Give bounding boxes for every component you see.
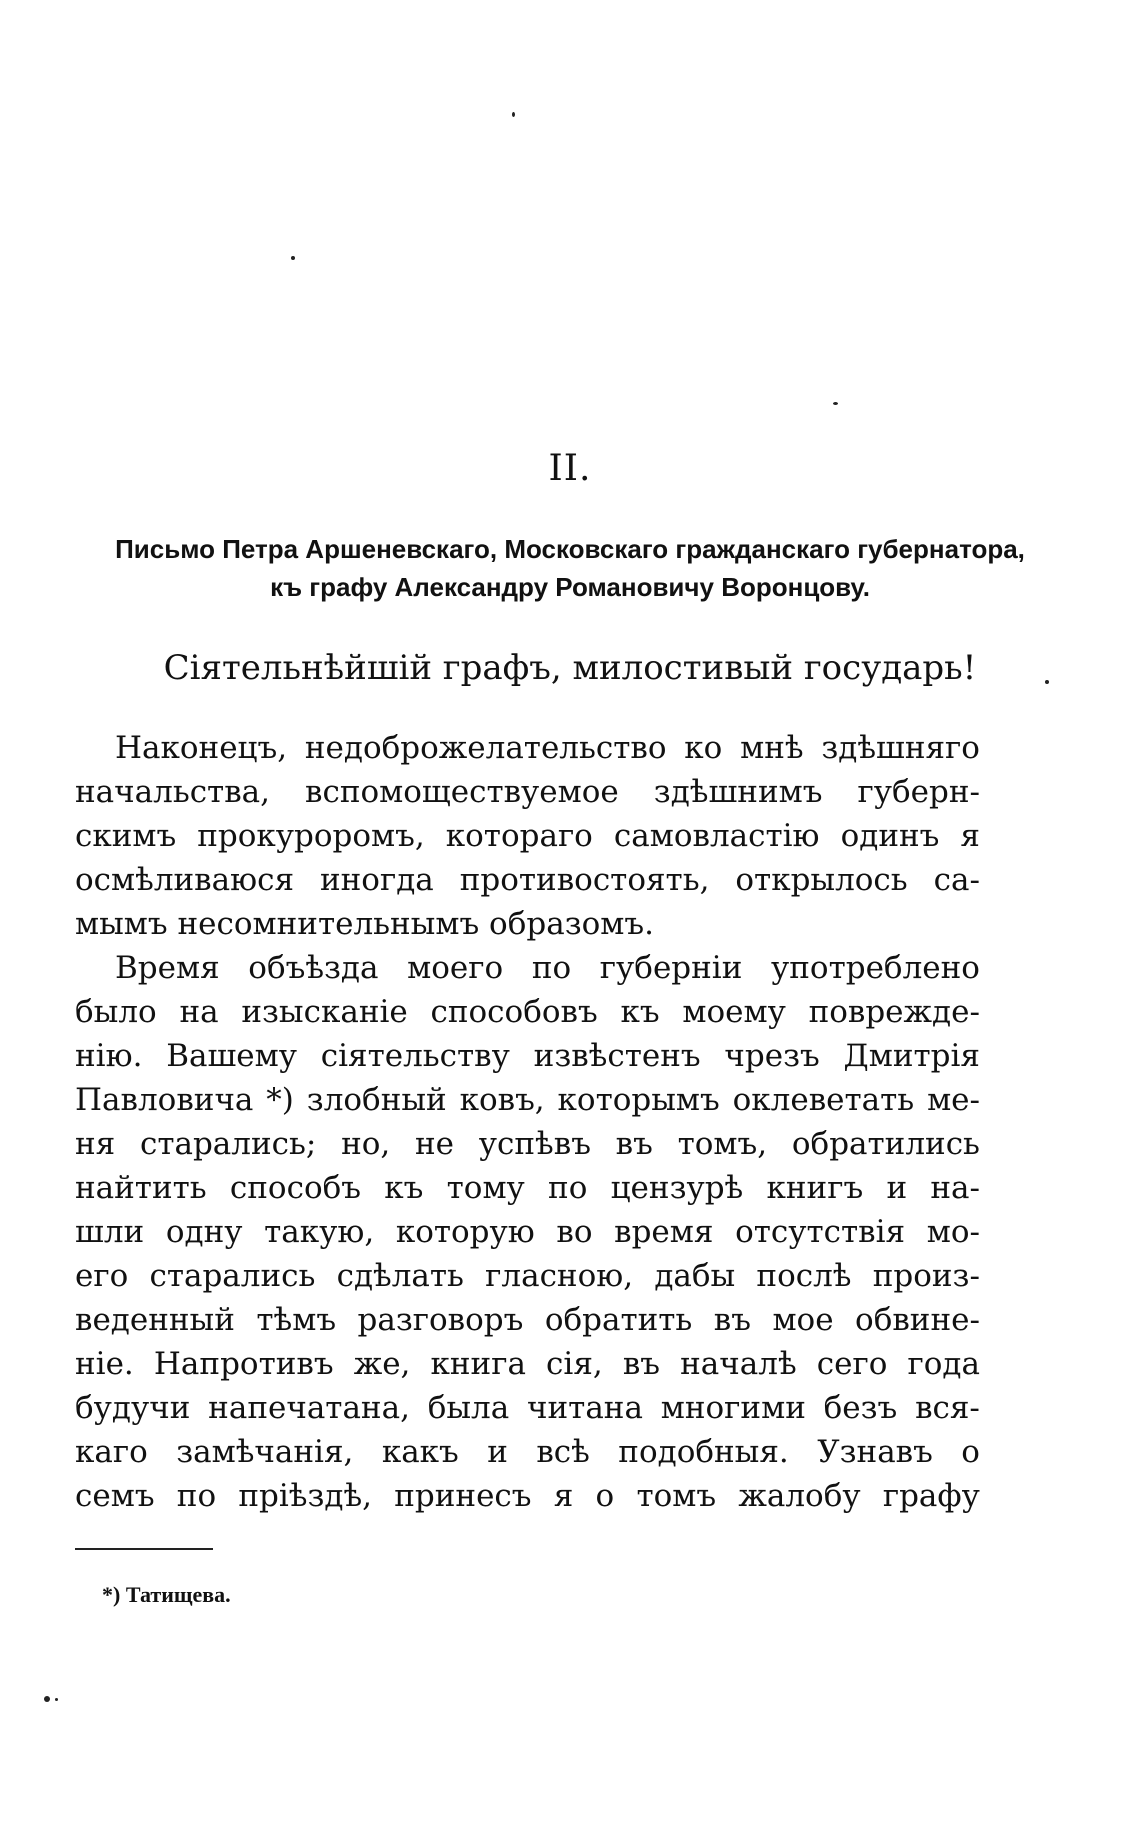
word: ко bbox=[684, 730, 723, 766]
word: Узнавъ bbox=[817, 1434, 933, 1470]
word: я bbox=[960, 818, 980, 854]
word: книга bbox=[430, 1346, 526, 1382]
word: одну bbox=[165, 1214, 243, 1250]
word: сдѣлать bbox=[336, 1258, 464, 1294]
word: по bbox=[531, 950, 572, 986]
footnote-rule bbox=[75, 1548, 213, 1550]
word: въ bbox=[622, 1346, 661, 1382]
word: прокуроромъ, bbox=[197, 818, 425, 854]
word: обратить bbox=[544, 1302, 693, 1338]
word: къ bbox=[620, 994, 660, 1030]
chapter-number: II. bbox=[548, 448, 592, 489]
word: тому bbox=[446, 1170, 525, 1206]
word: на bbox=[179, 994, 219, 1030]
word: вспомоществуемое bbox=[305, 774, 619, 810]
word: во bbox=[556, 1214, 593, 1250]
word: поврежде- bbox=[808, 994, 980, 1030]
word: каго bbox=[75, 1434, 148, 1470]
print-speck bbox=[55, 1698, 58, 1701]
word: губерн- bbox=[857, 774, 980, 810]
word: многими bbox=[660, 1390, 806, 1426]
heading-line: къ графу Александру Романовичу Воронцову. bbox=[270, 572, 870, 602]
word: вся- bbox=[915, 1390, 980, 1426]
word: разговоръ bbox=[357, 1302, 524, 1338]
letter-heading bbox=[60, 530, 1080, 606]
word: старались bbox=[149, 1258, 316, 1294]
word: губерніи bbox=[599, 950, 743, 986]
word: Напротивъ bbox=[153, 1346, 334, 1382]
word: но, bbox=[341, 1126, 391, 1162]
word: Наконецъ, bbox=[115, 730, 288, 766]
word: подобныя. bbox=[618, 1434, 789, 1470]
body-line bbox=[75, 1122, 980, 1166]
word: тѣмъ bbox=[256, 1302, 337, 1338]
word: началѣ bbox=[680, 1346, 797, 1382]
word: ніе. bbox=[75, 1346, 134, 1382]
word: начальства, bbox=[75, 774, 270, 810]
word: ня bbox=[75, 1126, 116, 1162]
word: будучи bbox=[75, 1390, 191, 1426]
word: которую bbox=[395, 1214, 535, 1250]
word: ме- bbox=[927, 1082, 980, 1118]
body-line bbox=[75, 1298, 980, 1342]
word: сія, bbox=[546, 1346, 603, 1382]
body-line bbox=[75, 1166, 980, 1210]
body-line bbox=[75, 1254, 980, 1298]
word: гласною, bbox=[485, 1258, 634, 1294]
print-speck bbox=[44, 1696, 50, 1702]
word: чрезъ bbox=[724, 1038, 820, 1074]
word: мнѣ bbox=[740, 730, 804, 766]
word: на- bbox=[930, 1170, 980, 1206]
word: отсутствія bbox=[735, 1214, 906, 1250]
word: семъ bbox=[75, 1478, 155, 1514]
word: принесъ bbox=[394, 1478, 532, 1514]
word: безъ bbox=[823, 1390, 898, 1426]
word: Время bbox=[115, 950, 220, 986]
word: старались; bbox=[139, 1126, 317, 1162]
word: и bbox=[886, 1170, 908, 1206]
word: моего bbox=[407, 950, 504, 986]
word: читана bbox=[527, 1390, 643, 1426]
word: обратились bbox=[791, 1126, 980, 1162]
word: его bbox=[75, 1258, 129, 1294]
word: книгъ bbox=[766, 1170, 864, 1206]
word: злобный bbox=[306, 1082, 447, 1118]
word: жалобу bbox=[738, 1478, 861, 1514]
word: Дмитрія bbox=[843, 1038, 980, 1074]
word: иногда bbox=[319, 862, 434, 898]
word: самовластію bbox=[613, 818, 820, 854]
word: котораго bbox=[445, 818, 593, 854]
letter-body bbox=[75, 726, 980, 1518]
body-line bbox=[75, 1342, 980, 1386]
word: же, bbox=[353, 1346, 411, 1382]
body-line bbox=[75, 946, 980, 990]
word: которымъ bbox=[557, 1082, 720, 1118]
word: не bbox=[415, 1126, 455, 1162]
word: шли bbox=[75, 1214, 145, 1250]
word: какъ bbox=[381, 1434, 459, 1470]
print-speck bbox=[512, 112, 515, 117]
word: осмѣливаюся bbox=[75, 862, 295, 898]
word: мо- bbox=[926, 1214, 980, 1250]
word: время bbox=[614, 1214, 714, 1250]
word: извѣстенъ bbox=[533, 1038, 701, 1074]
word: ковъ, bbox=[459, 1082, 545, 1118]
salutation: Сіятельнѣйшій графъ, милостивый государь! bbox=[163, 648, 977, 688]
word: о bbox=[595, 1478, 615, 1514]
word: сего bbox=[816, 1346, 888, 1382]
word: успѣвъ bbox=[478, 1126, 591, 1162]
word: я bbox=[553, 1478, 574, 1514]
word: пріѣздѣ, bbox=[238, 1478, 373, 1514]
word: Вашему bbox=[166, 1038, 297, 1074]
body-line bbox=[75, 726, 980, 770]
word: мое bbox=[772, 1302, 834, 1338]
word: всѣ bbox=[536, 1434, 590, 1470]
body-line bbox=[75, 990, 980, 1034]
word: напечатана, bbox=[208, 1390, 410, 1426]
heading-line: Письмо Петра Аршеневскаго, Московскаго гражданскаго губернатора, bbox=[115, 534, 1025, 564]
word: моему bbox=[682, 994, 786, 1030]
word: здѣшнимъ bbox=[653, 774, 823, 810]
word: скимъ bbox=[75, 818, 177, 854]
word: года bbox=[907, 1346, 980, 1382]
word: нію. bbox=[75, 1038, 143, 1074]
word: способовъ bbox=[430, 994, 598, 1030]
body-line bbox=[75, 1386, 980, 1430]
word: Павловича bbox=[75, 1082, 254, 1118]
word: замѣчанія, bbox=[176, 1434, 354, 1470]
body-line bbox=[75, 1078, 980, 1122]
word: произ- bbox=[872, 1258, 980, 1294]
footnote: *) Татищева. bbox=[102, 1582, 231, 1607]
word: по bbox=[176, 1478, 217, 1514]
word: въ bbox=[615, 1126, 653, 1162]
word: цензурѣ bbox=[610, 1170, 744, 1206]
word: веденный bbox=[75, 1302, 235, 1338]
body-line: мымъ несомнительнымъ образомъ. bbox=[75, 906, 654, 942]
word: са- bbox=[933, 862, 980, 898]
word: *) bbox=[266, 1082, 294, 1118]
word: такую, bbox=[264, 1214, 375, 1250]
word: найтить bbox=[75, 1170, 207, 1206]
body-line bbox=[75, 858, 980, 902]
word: открылось bbox=[735, 862, 908, 898]
word: изысканіе bbox=[241, 994, 408, 1030]
body-line bbox=[75, 1034, 980, 1078]
word: обвине- bbox=[855, 1302, 980, 1338]
word: здѣшняго bbox=[821, 730, 980, 766]
word: оклеветать bbox=[732, 1082, 915, 1118]
word: графу bbox=[882, 1478, 980, 1514]
word: по bbox=[548, 1170, 588, 1206]
word: къ bbox=[384, 1170, 424, 1206]
word: сіятельству bbox=[320, 1038, 510, 1074]
body-line bbox=[75, 770, 980, 814]
word: была bbox=[427, 1390, 510, 1426]
word: одинъ bbox=[840, 818, 940, 854]
word: было bbox=[75, 994, 157, 1030]
body-line bbox=[75, 1210, 980, 1254]
word: томъ bbox=[636, 1478, 717, 1514]
body-line bbox=[75, 1430, 980, 1474]
word: и bbox=[487, 1434, 508, 1470]
word: объѣзда bbox=[248, 950, 379, 986]
word: о bbox=[961, 1434, 980, 1470]
print-speck bbox=[291, 256, 295, 260]
word: способъ bbox=[229, 1170, 362, 1206]
word: томъ, bbox=[677, 1126, 768, 1162]
word: въ bbox=[713, 1302, 751, 1338]
word: послѣ bbox=[756, 1258, 852, 1294]
print-speck bbox=[833, 402, 838, 405]
body-line bbox=[75, 1474, 980, 1518]
word: употреблено bbox=[771, 950, 980, 986]
body-line bbox=[75, 814, 980, 858]
word: недоброжелательство bbox=[304, 730, 667, 766]
word: дабы bbox=[654, 1258, 736, 1294]
word: противостоять, bbox=[459, 862, 710, 898]
